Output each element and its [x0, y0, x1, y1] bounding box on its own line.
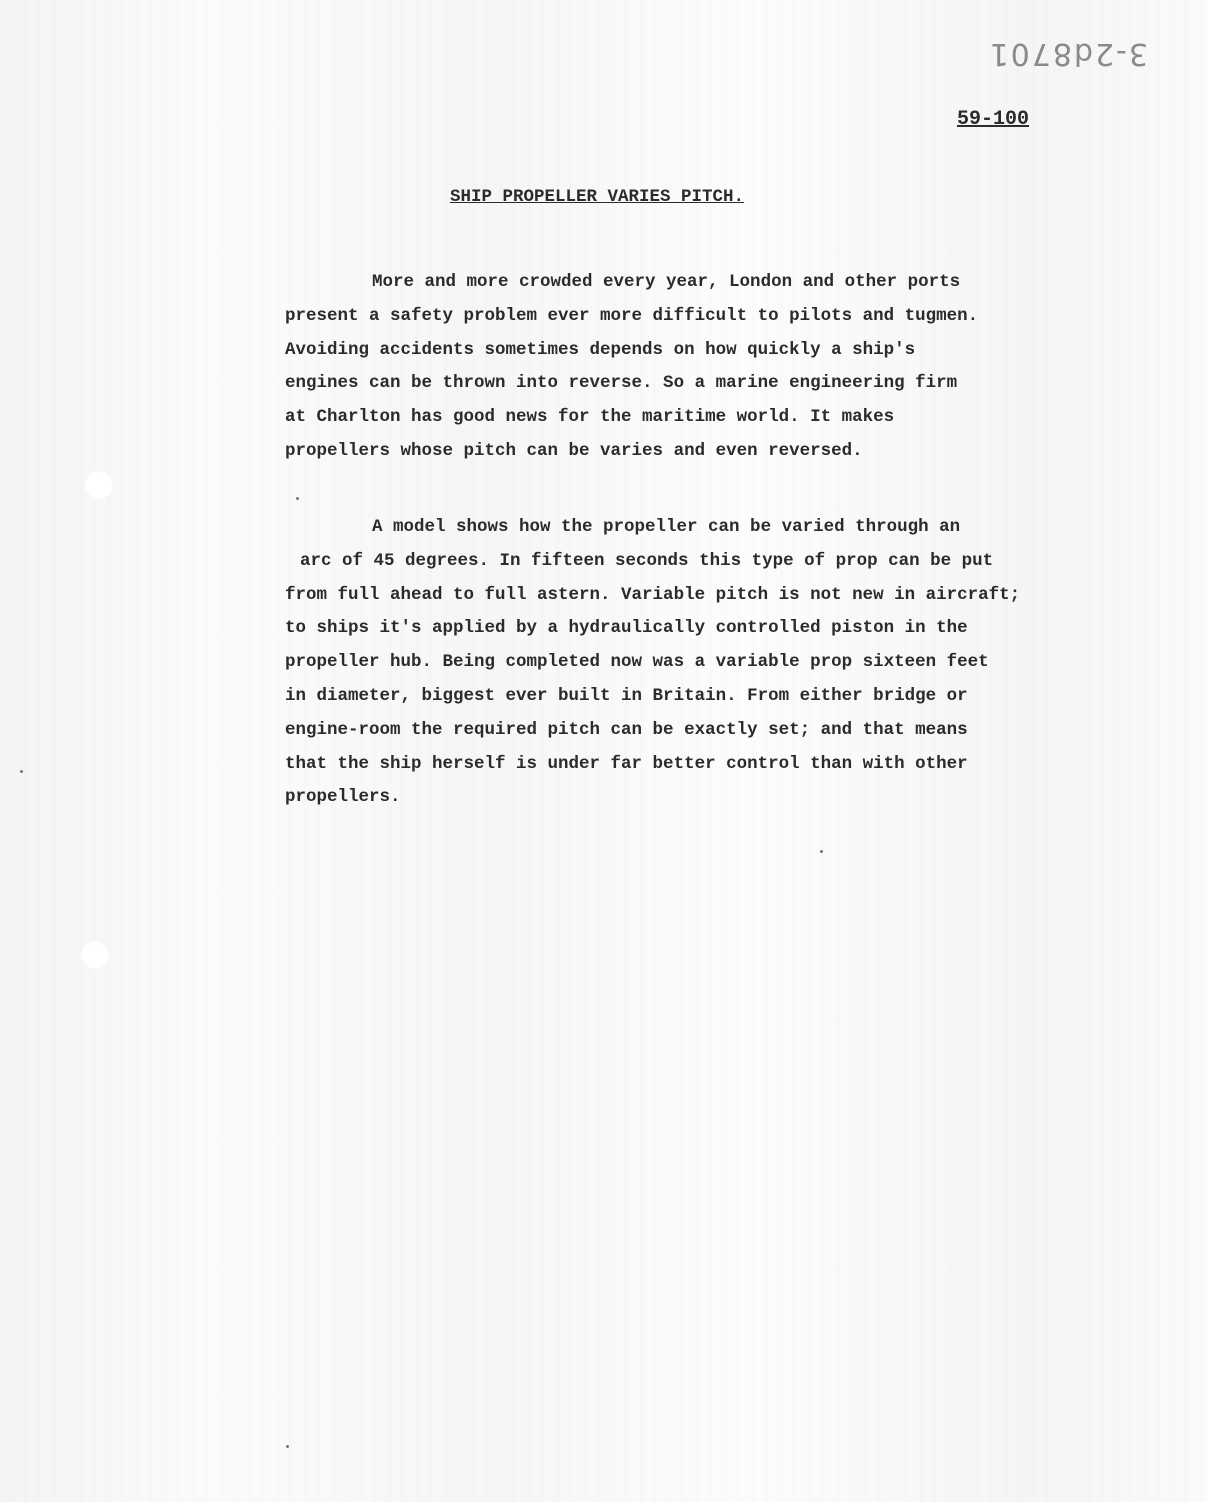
paper-speck — [20, 770, 23, 773]
text-line: at Charlton has good news for the maritime world. It makes — [285, 407, 895, 428]
text-line: from full ahead to full astern. Variable pitch is not new in aircraft; — [285, 584, 1021, 605]
paragraph-1 — [285, 266, 978, 469]
reference-number: 59-100 — [957, 108, 1030, 131]
text-line: More and more crowded every year, London and other ports — [372, 272, 961, 292]
text-line: A model shows how the propeller can be varied through an — [372, 517, 961, 537]
document-title: SHIP PROPELLER VARIES PITCH. — [450, 187, 745, 207]
punch-hole — [84, 470, 114, 500]
text-line: present a safety problem ever more difficult to pilots and tugmen. — [285, 305, 979, 326]
text-line: Avoiding accidents sometimes depends on how quickly a ship's — [285, 339, 916, 360]
text-line: engines can be thrown into reverse. So a marine engineering firm — [285, 373, 958, 394]
text-line: in diameter, biggest ever built in Britain. From either bridge or — [285, 685, 968, 706]
paper-speck — [296, 497, 299, 500]
text-line: propeller hub. Being completed now was a variable prop sixteen feet — [285, 652, 989, 673]
punch-hole — [80, 940, 110, 970]
text-line: propellers. — [285, 787, 401, 808]
text-line: engine-room the required pitch can be exactly set; and that means — [285, 719, 968, 740]
text-line: to ships it's applied by a hydraulically controlled piston in the — [285, 618, 968, 639]
handwritten-archive-number: 3-2d8701 — [987, 36, 1148, 71]
text-line: that the ship herself is under far better control than with other — [285, 753, 968, 774]
paper-speck — [286, 1445, 289, 1448]
paragraph-2 — [285, 511, 1020, 815]
text-line: propellers whose pitch can be varies and even reversed. — [285, 440, 863, 461]
paper-speck — [820, 850, 823, 853]
text-line: arc of 45 degrees. In fifteen seconds this type of prop can be put — [300, 550, 994, 571]
